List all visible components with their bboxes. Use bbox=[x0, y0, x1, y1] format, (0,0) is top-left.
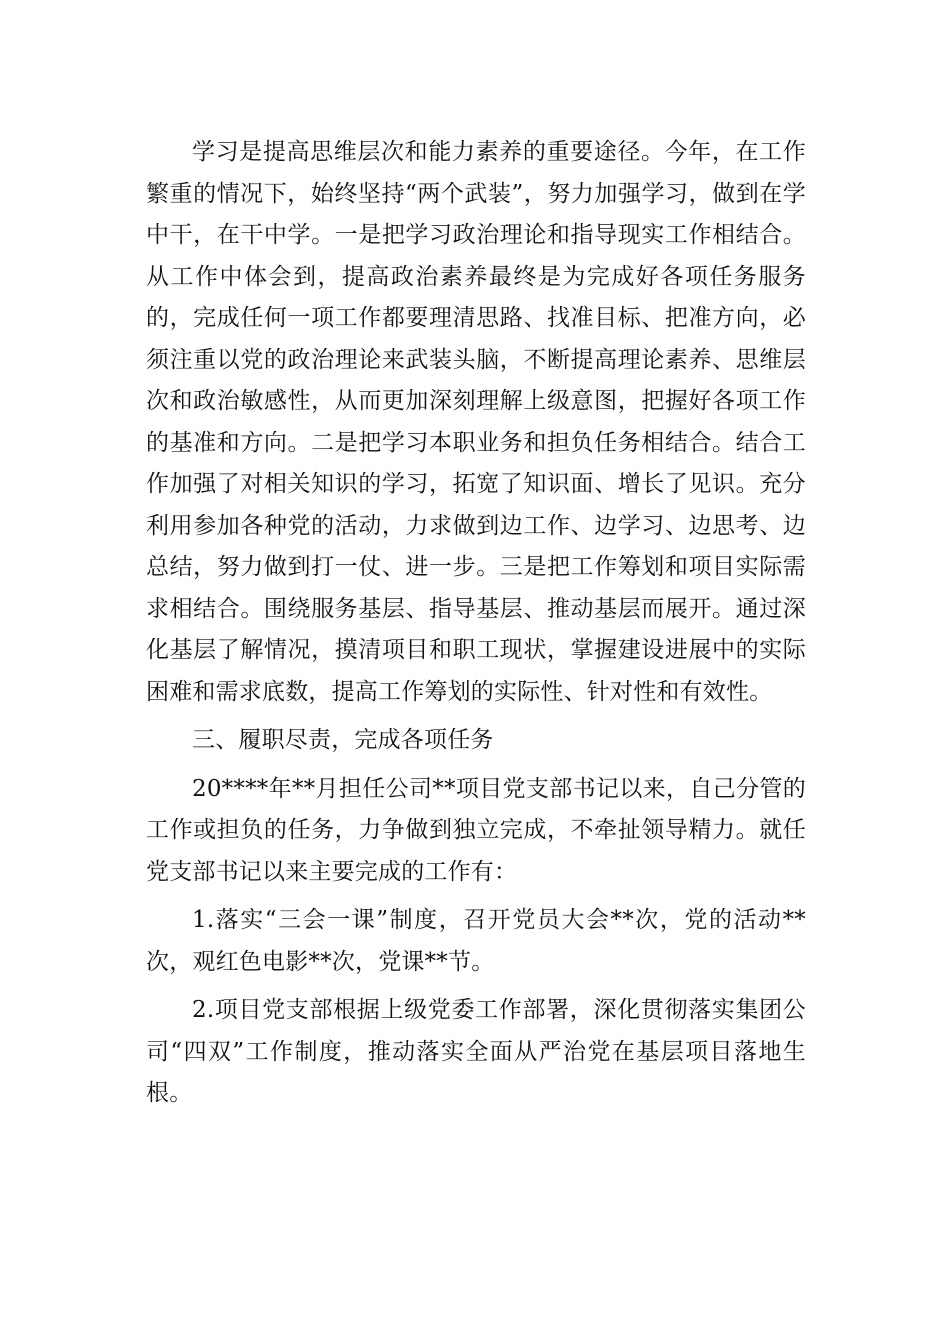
document-body bbox=[146, 132, 806, 1122]
list-item-1: 1.落实“三会一课”制度，召开党员大会**次，党的活动**次，观红色电影**次，党课**节。 bbox=[146, 907, 806, 975]
section-heading-duties: 三、履职尽责，完成各项任务 bbox=[192, 727, 494, 753]
list-item-2: 2.项目党支部根据上级党委工作部署，深化贯彻落实集团公司“四双”工作制度，推动落实全面从严治党在基层项目落地生根。 bbox=[146, 997, 806, 1106]
paragraph-appointment: 20****年**月担任公司**项目党支部书记以来，自己分管的工作或担负的任务，力争做到独立完成，不牵扯领导精力。就任党支部书记以来主要完成的工作有： bbox=[146, 775, 806, 885]
paragraph-study: 学习是提高思维层次和能力素养的重要途径。今年，在工作繁重的情况下，始终坚持“两个武装”，努力加强学习，做到在学中干，在干中学。一是把学习政治理论和指导现实工作相结合。从工作中体会到，提高政治素养最终是为完成好各项任务服务的，完成任何一项工作都要理清思路、找准目标、把准方向，必须注重以党的政治理论来武装头脑，不断提高理论素养、思维层次和政治敏感性，从而更加深刻理解上级意图，把握好各项工作的基准和方向。二是把学习本职业务和担负任务相结合。结合工作加强了对相关知识的学习，拓宽了知识面、增长了见识。充分利用参加各种党的活动，力求做到边工作、边学习、边思考、边总结，努力做到打一仗、进一步。三是把工作筹划和项目实际需求相结合。围绕服务基层、指导基层、推动基层而展开。通过深化基层了解情况，摸清项目和职工现状，掌握建设进展中的实际困难和需求底数，提高工作筹划的实际性、针对性和有效性。 bbox=[146, 139, 806, 705]
